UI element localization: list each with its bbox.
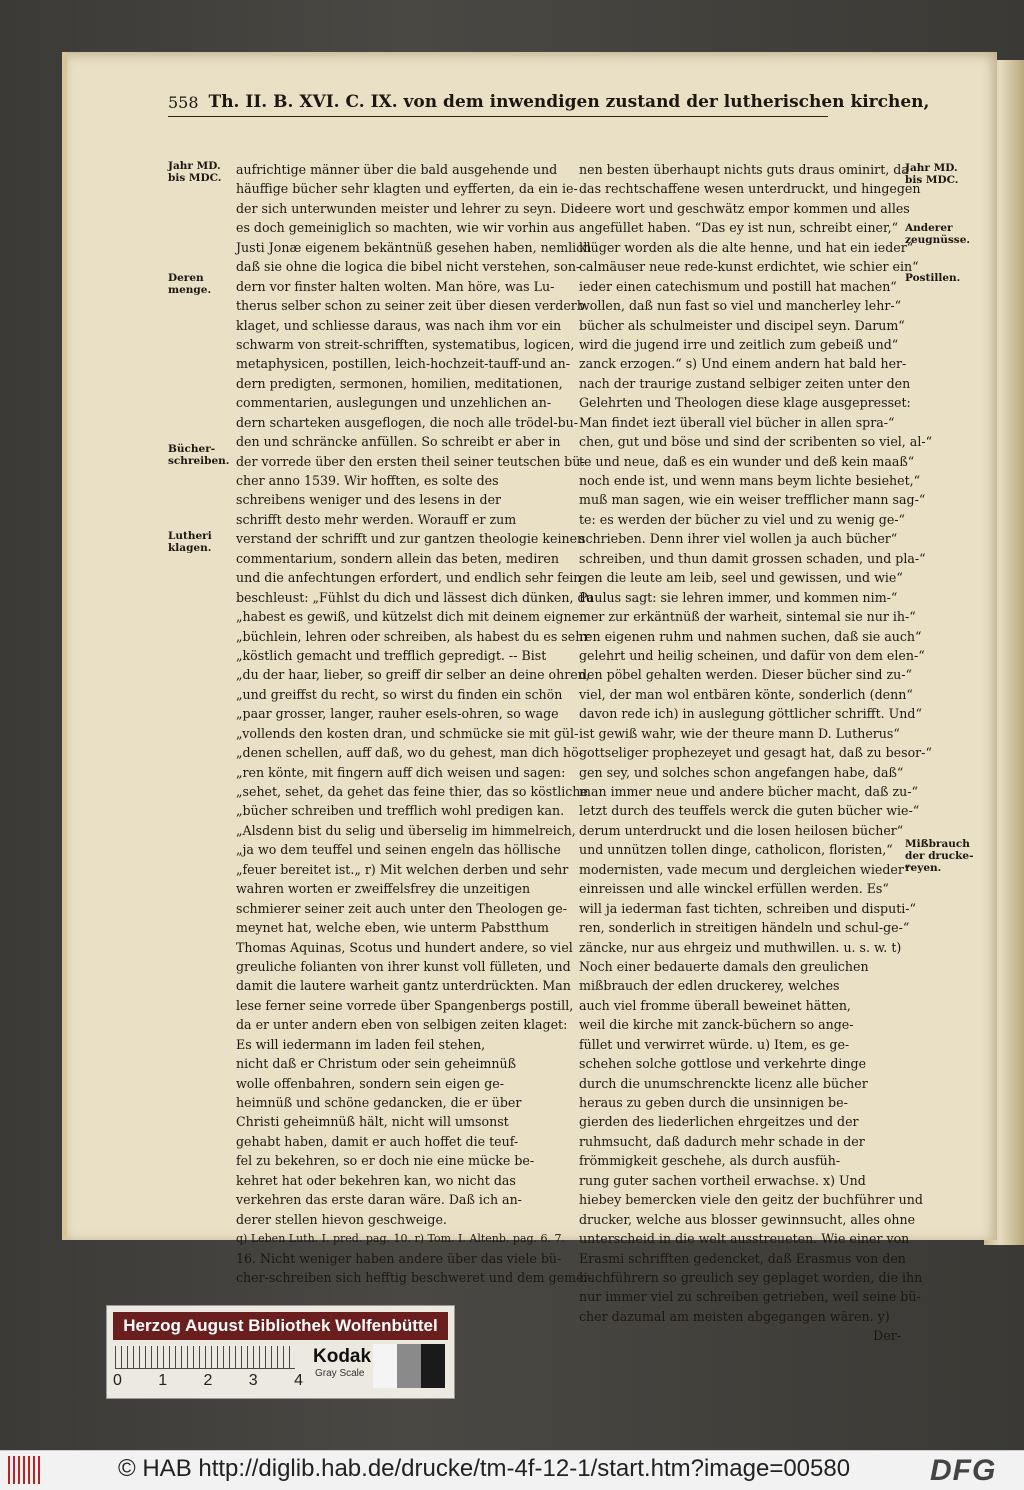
text-line: Erasmi schrifften gedencket, daß Erasmus von den bbox=[579, 1250, 906, 1266]
margin-line: klagen. bbox=[168, 542, 212, 554]
text-line: commentarien, auslegungen und unzehlichen an- bbox=[236, 395, 552, 411]
swatch-light bbox=[373, 1344, 397, 1388]
text-line: schrieben. Denn ihrer viel wollen ja auch bücher“ bbox=[579, 531, 898, 547]
text-line: „ren könte, mit fingern auff dich weisen und sagen: bbox=[236, 764, 566, 780]
text-line: leere wort und geschwätz empor kommen und alles bbox=[579, 200, 910, 216]
text-line: viel, der man wol entbären könte, sonderlich (denn“ bbox=[579, 686, 913, 702]
text-line: heimnüß und schöne gedancken, die er über bbox=[236, 1095, 522, 1110]
text-line: der vorrede über den ersten theil seiner teutschen bü- bbox=[236, 453, 585, 469]
text-line: meynet hat, welche eben, wie unterm Pabstthum bbox=[236, 920, 549, 936]
text-line: man immer neue und andere bücher macht, daß zu-“ bbox=[579, 784, 918, 799]
text-line: dern scharteken ausgeflogen, die noch alle trödel-bu- bbox=[236, 414, 579, 430]
text-line: nur immer viel zu schreiben getrieben, weil seine bü- bbox=[579, 1289, 921, 1305]
text-line: rung guter sachen vortheil erwachse. x) Und bbox=[579, 1172, 866, 1188]
text-line: Gelehrten und Theologen diese klage ausgepresset: bbox=[579, 395, 911, 411]
margin-line: Bücher- bbox=[168, 443, 216, 455]
text-line: derer stellen hievon geschweige. bbox=[236, 1211, 447, 1227]
text-line: therus selber schon zu seiner zeit über diesen verderb bbox=[236, 298, 585, 314]
text-line: damit die lautere warheit gantz unterdrückten. Man bbox=[236, 978, 571, 994]
text-line: 16. Nicht weniger haben andere über das viele bü- bbox=[236, 1250, 562, 1266]
text-line: davon rede ich) in auslegung göttlicher schrifft. Und“ bbox=[579, 706, 922, 722]
text-line: schreibens weniger und des lesens in der bbox=[236, 492, 502, 508]
text-line: „bücher schreiben und trefflich wohl predigen kan. bbox=[236, 803, 565, 819]
text-line: wahren worten er zweiffelsfrey die unzeitigen bbox=[236, 881, 531, 897]
margin-line: Jahr MD. bbox=[905, 162, 958, 174]
margin-line: menge. bbox=[168, 284, 212, 296]
text-line: schwarm von streit-schrifften, systematibus, logicen, bbox=[236, 336, 575, 352]
margin-line: Mißbrauch bbox=[905, 838, 970, 850]
text-line: heraus zu geben durch die unsinnigen be- bbox=[579, 1095, 848, 1110]
text-line: wolle offenbahren, sondern sein eigen ge- bbox=[236, 1075, 504, 1091]
text-line: chen, gut und böse und sind der scribenten so viel, al-“ bbox=[579, 434, 933, 450]
text-line: beschleust: „Fühlst du dich und lässest dich dünken, du bbox=[236, 589, 594, 605]
text-line: häuffige bücher sehr klagten und eyfferten, da ein ie- bbox=[236, 181, 578, 197]
text-line: hiebey bemercken viele den geitz der buchführer und bbox=[579, 1192, 923, 1208]
text-line: Es will iedermann im laden feil stehen, bbox=[236, 1036, 486, 1052]
margin-line: der drucke- bbox=[905, 850, 974, 862]
text-line: der sich unterwunden meister und lehrer zu seyn. Die bbox=[236, 200, 582, 216]
text-line: gelehrt und heilig scheinen, und dafür von dem elen-“ bbox=[579, 647, 925, 663]
text-line: und unnützen tollen dinge, catholicon, floristen,“ bbox=[579, 842, 893, 858]
margin-line: Lutheri bbox=[168, 530, 212, 542]
measurement-ruler bbox=[115, 1346, 295, 1369]
text-line: commentarium, sondern allein das beten, mediren bbox=[236, 550, 559, 566]
dfg-logo: DFG bbox=[930, 1454, 997, 1487]
text-line: weil die kirche mit zanck-büchern so ange- bbox=[579, 1017, 854, 1033]
text-line: „habest es gewiß, und kützelst dich mit deinem eignen bbox=[236, 609, 588, 625]
text-line: durch die unumschrenckte licenz alle bücher bbox=[579, 1075, 868, 1091]
text-line: cher anno 1539. Wir hofften, es solte des bbox=[236, 473, 499, 488]
margin-line: schreiben. bbox=[168, 455, 230, 467]
ruler-number: 3 bbox=[248, 1372, 258, 1389]
text-line: gen sey, und solches schon angefangen habe, daß“ bbox=[579, 764, 904, 780]
swatch-dark bbox=[421, 1344, 445, 1388]
text-line: und die anfechtungen erfordert, und endlich sehr fein bbox=[236, 570, 582, 586]
margin-note-year-left bbox=[168, 160, 234, 184]
ruler-number: 1 bbox=[158, 1372, 168, 1389]
text-line: te und neue, daß es ein wunder und deß kein maaß“ bbox=[579, 453, 915, 469]
running-header bbox=[168, 86, 930, 117]
text-line: te: es werden der bücher zu viel und zu wenig ge-“ bbox=[579, 511, 905, 527]
text-line: wird die jugend irre und zeitlich zum gebeiß und“ bbox=[579, 336, 899, 352]
ruler-number: 0 bbox=[113, 1372, 122, 1389]
text-line: schreiben, und thun damit grossen schaden, und pla-“ bbox=[579, 550, 926, 566]
text-line: ist gewiß wahr, wie der theure mann D. Lutherus“ bbox=[579, 725, 900, 741]
text-line: Thomas Aquinas, Scotus und hundert andere, so viel bbox=[236, 939, 573, 955]
text-line: cher-schreiben sich hefftig beschweret und dem gemei- bbox=[236, 1269, 592, 1285]
margin-line: bis MDC. bbox=[905, 174, 959, 186]
text-line: klüger worden als die alte henne, und hat ein ieder“ bbox=[579, 239, 914, 255]
text-line: verkehren das erste daran wäre. Daß ich an- bbox=[236, 1192, 522, 1208]
gray-scale-label: Gray Scale bbox=[315, 1368, 365, 1379]
text-line: bücher als schulmeister und discipel seyn. Darum“ bbox=[579, 317, 905, 333]
margin-note-deren-menge bbox=[168, 272, 234, 296]
text-line: lese ferner seine vorrede über Spangenbergs postill, bbox=[236, 997, 574, 1013]
text-line: schrifft desto mehr werden. Worauff er zum bbox=[236, 511, 517, 527]
text-line: „paar grosser, langer, rauher esels-ohren, so wage bbox=[236, 706, 559, 722]
catchword: Der- bbox=[873, 1328, 901, 1344]
text-line: ruhmsucht, daß dadurch mehr schade in der bbox=[579, 1133, 865, 1149]
ruler-number: 2 bbox=[203, 1372, 213, 1389]
margin-line: Jahr MD. bbox=[168, 160, 221, 172]
text-line: ren eigenen ruhm und nahmen suchen, daß sie auch“ bbox=[579, 628, 922, 644]
text-line: will ja iederman fast tichten, schreiben und disputi-“ bbox=[579, 900, 916, 916]
swatch-mid bbox=[397, 1344, 421, 1388]
copyright-url[interactable]: © HAB http://diglib.hab.de/drucke/tm-4f-12-1/start.htm?image=00580 bbox=[118, 1455, 851, 1482]
text-line: gen die leute am leib, seel und gewissen, und wie“ bbox=[579, 570, 903, 586]
text-line: „sehet, sehet, da gehet das feine thier, das so köstliche bbox=[236, 784, 588, 799]
text-line: da er unter andern eben von selbigen zeiten klaget: bbox=[236, 1017, 568, 1033]
text-line: „vollends den kosten dran, und schmücke sie mit gül- bbox=[236, 725, 579, 741]
text-line: modernisten, vade mecum und dergleichen wieder“ bbox=[579, 861, 911, 877]
page-number: 558 bbox=[168, 93, 199, 112]
margin-line: Postillen. bbox=[905, 272, 961, 284]
text-line: wollen, daß nun fast so viel und mancherley lehr-“ bbox=[579, 298, 902, 314]
text-line: „feuer bereitet ist.„ r) Mit welchen derben und sehr bbox=[236, 861, 569, 877]
text-line: aufrichtige männer über die bald ausgehende und bbox=[236, 162, 558, 177]
text-line: derum unterdruckt und die losen heilosen bücher“ bbox=[579, 822, 904, 838]
viewer-footer bbox=[0, 1450, 1024, 1490]
margin-line: bis MDC. bbox=[168, 172, 222, 184]
text-line: füllet und verwirret würde. u) Item, es ge- bbox=[579, 1036, 850, 1052]
text-line: daß sie ohne die logica die bibel nicht verstehen, son- bbox=[236, 259, 581, 275]
ruler-numbers bbox=[113, 1372, 303, 1390]
text-line: auch viel fromme überall beweinet hätten, bbox=[579, 997, 851, 1013]
text-line: verstand der schrifft und zur gantzen theologie keinen bbox=[236, 531, 586, 547]
text-line: „denen schellen, auff daß, wo du gehest, man dich hö- bbox=[236, 745, 583, 761]
text-line: Justi Jonæ eigenem bekäntnüß gesehen haben, nemlich bbox=[236, 239, 592, 255]
text-line: einreissen und alle winckel erfüllen werden. Es“ bbox=[579, 881, 889, 897]
text-line: drucker, welche aus blosser gewinnsucht, alles ohne bbox=[579, 1211, 916, 1227]
text-line: klaget, und schliesse daraus, was nach ihm vor ein bbox=[236, 317, 562, 333]
text-line: gottseliger prophezeyet und gesagt hat, daß zu besor-“ bbox=[579, 745, 932, 761]
running-title: Th. II. B. XVI. C. IX. von dem inwendigen zustand der lutherischen kirchen, bbox=[208, 92, 930, 112]
text-line: es doch gemeiniglich so machten, wie wir vorhin aus bbox=[236, 220, 575, 236]
text-line: greuliche folianten von ihrer kunst voll fülleten, und bbox=[236, 958, 571, 974]
text-line: „büchlein, lehren oder schreiben, als habest du es sehr bbox=[236, 628, 590, 644]
text-line: „und greiffst du recht, so wirst du finden ein schön bbox=[236, 686, 563, 702]
margin-line: Deren bbox=[168, 272, 204, 284]
text-line: nicht daß er Christum oder sein geheimnüß bbox=[236, 1056, 517, 1072]
text-line: noch ende ist, und wenn mans beym lichte besiehet,“ bbox=[579, 473, 921, 488]
text-line: ieder einen catechismum und postill hat machen“ bbox=[579, 278, 897, 294]
margin-note-missbrauch bbox=[905, 838, 974, 874]
text-line: muß man sagen, wie ein weiser trefflicher mann sag-“ bbox=[579, 492, 926, 508]
text-line: ren, sonderlich in streitigen händeln und schul-ge-“ bbox=[579, 920, 910, 936]
barcode-icon bbox=[8, 1456, 42, 1484]
text-line: fel zu bekehren, so er doch nie eine mücke be- bbox=[236, 1153, 535, 1169]
text-line: nen besten überhaupt nichts guts draus ominirt, da bbox=[579, 162, 909, 177]
text-line: schmierer seiner zeit auch unter den Theologen ge- bbox=[236, 900, 567, 916]
text-line: calmäuser neue rede-kunst erdichtet, wie schier ein“ bbox=[579, 259, 919, 275]
text-line: das rechtschaffene wesen unterdruckt, und hingegen bbox=[579, 181, 921, 197]
text-line: den pöbel gehalten werden. Dieser bücher sind zu-“ bbox=[579, 667, 912, 683]
text-line: Man findet iezt überall viel bücher in allen spra-“ bbox=[579, 414, 895, 430]
text-line: schehen solche gottlose und verkehrte dinge bbox=[579, 1056, 867, 1072]
text-line: „ja wo dem teuffel und seinen engeln das höllische bbox=[236, 842, 561, 858]
text-line: „köstlich gemacht und trefflich gepredigt. -- Bist bbox=[236, 647, 547, 663]
text-line: letzt durch des teuffels werck die guten bücher wie-“ bbox=[579, 803, 920, 819]
margin-line: zeugnüsse. bbox=[905, 234, 971, 246]
text-line: „du der haar, lieber, so greiff dir selber an deine ohren, bbox=[236, 667, 590, 683]
footnote: q) Leben Luth. I. pred. pag. 10. r) Tom. I. Altenb. pag. 6. 7. bbox=[236, 1232, 566, 1246]
text-line: gierden des liederlichen ehrgeitzes und der bbox=[579, 1114, 859, 1130]
text-line: Christi geheimnüß hält, nicht will umsonst bbox=[236, 1114, 509, 1130]
text-line: mißbrauch der edlen druckerey, welches bbox=[579, 978, 840, 994]
text-line: dern predigten, sermonen, homilien, meditationen, bbox=[236, 375, 563, 391]
margin-note-lutheri-klagen bbox=[168, 530, 234, 554]
text-line: den und schräncke anfüllen. So schreibt er aber in bbox=[236, 434, 561, 450]
text-line: Paulus sagt: sie lehren immer, und kommen nim-“ bbox=[579, 589, 898, 605]
margin-line: reyen. bbox=[905, 862, 942, 874]
text-line: mer zur erkäntnüß der warheit, sintemal sie nur ih-“ bbox=[579, 609, 916, 625]
text-line: cher dazumal am meisten abgegangen wären. y) bbox=[579, 1308, 890, 1324]
text-line: „Alsdenn bist du selig und überselig im himmelreich, bbox=[236, 822, 576, 838]
text-line: zäncke, nur aus ehrgeiz und muthwillen. u. s. w. t) bbox=[579, 939, 902, 955]
margin-note-buecher-schreiben bbox=[168, 443, 234, 467]
library-name: Herzog August Bibliothek Wolfenbüttel bbox=[113, 1312, 448, 1340]
color-calibration-card bbox=[106, 1305, 455, 1399]
margin-line: Anderer bbox=[905, 222, 953, 234]
ruler-number: 4 bbox=[294, 1372, 303, 1389]
text-line: frömmigkeit geschehe, als durch ausfüh- bbox=[579, 1153, 841, 1169]
kodak-logo: Kodak bbox=[313, 1346, 372, 1367]
margin-note-anderer-zeugnuesse bbox=[905, 222, 971, 246]
text-line: kehret hat oder bekehren kan, wo nicht das bbox=[236, 1172, 516, 1188]
text-line: dern vor finster halten wolten. Man höre, was Lu- bbox=[236, 278, 555, 294]
text-line: unterscheid in die welt ausstreueten. Wie einer von bbox=[579, 1231, 910, 1247]
text-line: metaphysicen, postillen, leich-hochzeit-tauff-und an- bbox=[236, 356, 570, 372]
text-line: zanck erzogen.“ s) Und einem andern hat bald her- bbox=[579, 356, 907, 372]
text-line: angefüllet haben. “Das ey ist nun, schreibt einer,“ bbox=[579, 220, 899, 236]
left-text-column bbox=[236, 160, 594, 1287]
text-line: nach der traurige zustand selbiger zeiten unter den bbox=[579, 375, 911, 391]
text-line: gehabt haben, damit er auch hoffet die teuf- bbox=[236, 1133, 519, 1149]
text-line: Noch einer bedauerte damals den greulichen bbox=[579, 958, 869, 974]
gray-swatches bbox=[373, 1344, 445, 1388]
text-line: buchführern so greulich sey geplaget worden, die ihn bbox=[579, 1269, 923, 1285]
